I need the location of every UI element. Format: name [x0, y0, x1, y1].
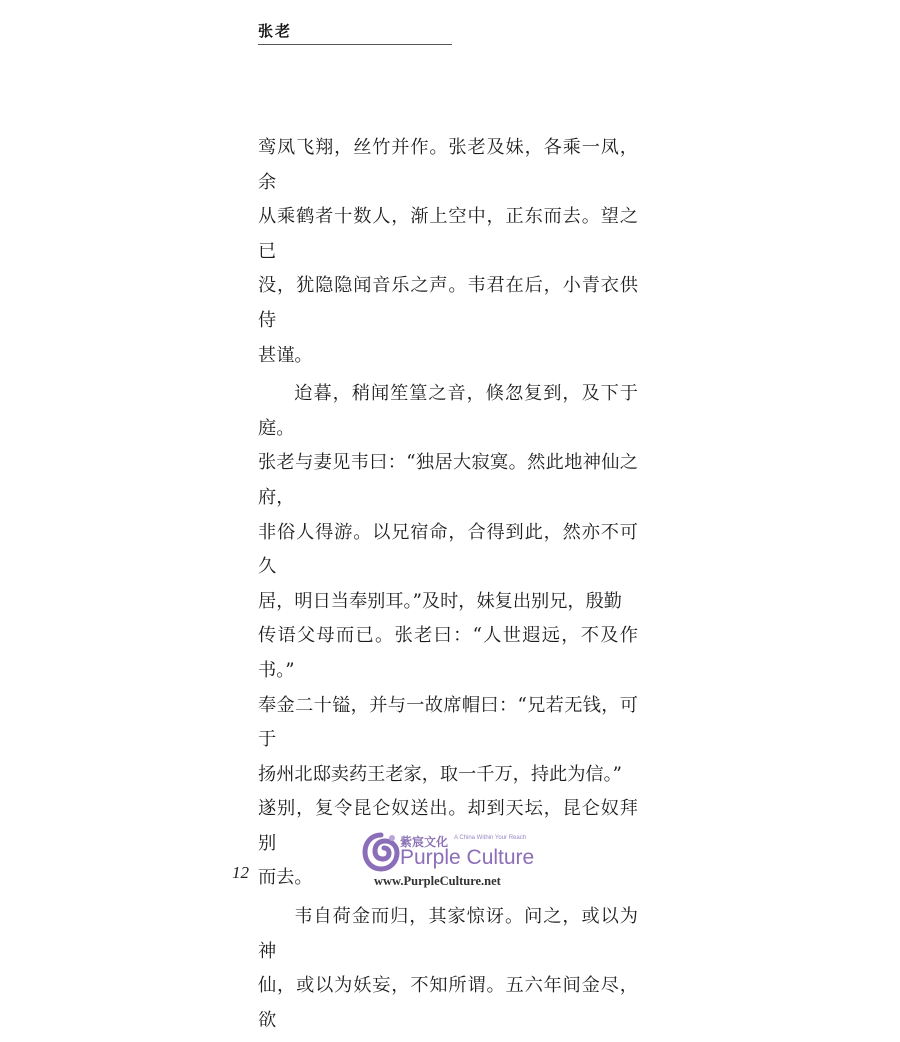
text-line: 传语父母而已。张老曰：“人世遐远，不及作书。” — [258, 625, 638, 681]
text-line: 非俗人得游。以兄宿命，合得到此，然亦不可久 — [258, 521, 638, 578]
text-line: 奉金二十镒，并与一故席帽曰：“兄若无钱，可于 — [258, 694, 638, 751]
paragraph-2 — [258, 377, 638, 896]
text-line: 张老与妻见韦曰：“独居大寂寞。然此地神仙之府， — [258, 452, 638, 508]
text-line: 遂别，复令昆仑奴送出。却到天坛，昆仑奴拜别 — [258, 798, 638, 854]
running-head: 张老 — [258, 22, 293, 40]
text-line: 仙，或以为妖妄，不知所谓。五六年间金尽，欲 — [258, 975, 638, 1031]
header-rule — [258, 44, 452, 45]
watermark-url: www.PurpleCulture.net — [374, 874, 501, 888]
body-text — [258, 131, 638, 1042]
page-number: 12 — [232, 863, 249, 882]
purple-culture-logo-icon — [362, 832, 400, 872]
text-line: 扬州北邸卖药王老家，取一千万，持此为信。” — [258, 763, 622, 785]
text-line: 鸾凤飞翔，丝竹并作。张老及妹，各乘一凤，余 — [258, 137, 638, 193]
watermark-brand: Purple Culture — [400, 846, 535, 869]
watermark-tagline: A China Within Your Reach — [454, 835, 527, 841]
text-line: 甚谨。 — [258, 344, 313, 366]
watermark-chinese-name: 紫宸文化 — [400, 835, 449, 849]
text-line: 从乘鹤者十数人，渐上空中，正东而去。望之已 — [258, 206, 638, 262]
text-line: 没，犹隐隐闻音乐之声。韦君在后，小青衣供侍 — [258, 275, 638, 331]
text-line: 居，明日当奉别耳。”及时，妹复出别兄，殷勤 — [258, 590, 622, 612]
text-line: 迨暮，稍闻笙篁之音，倏忽复到，及下于庭。 — [258, 383, 638, 439]
paragraph-3 — [258, 900, 638, 1038]
text-line: 而去。 — [258, 867, 313, 889]
text-line: 韦自荷金而归，其家惊讶。问之，或以为神 — [258, 906, 638, 962]
paragraph-1 — [258, 131, 638, 373]
watermark — [360, 832, 550, 892]
